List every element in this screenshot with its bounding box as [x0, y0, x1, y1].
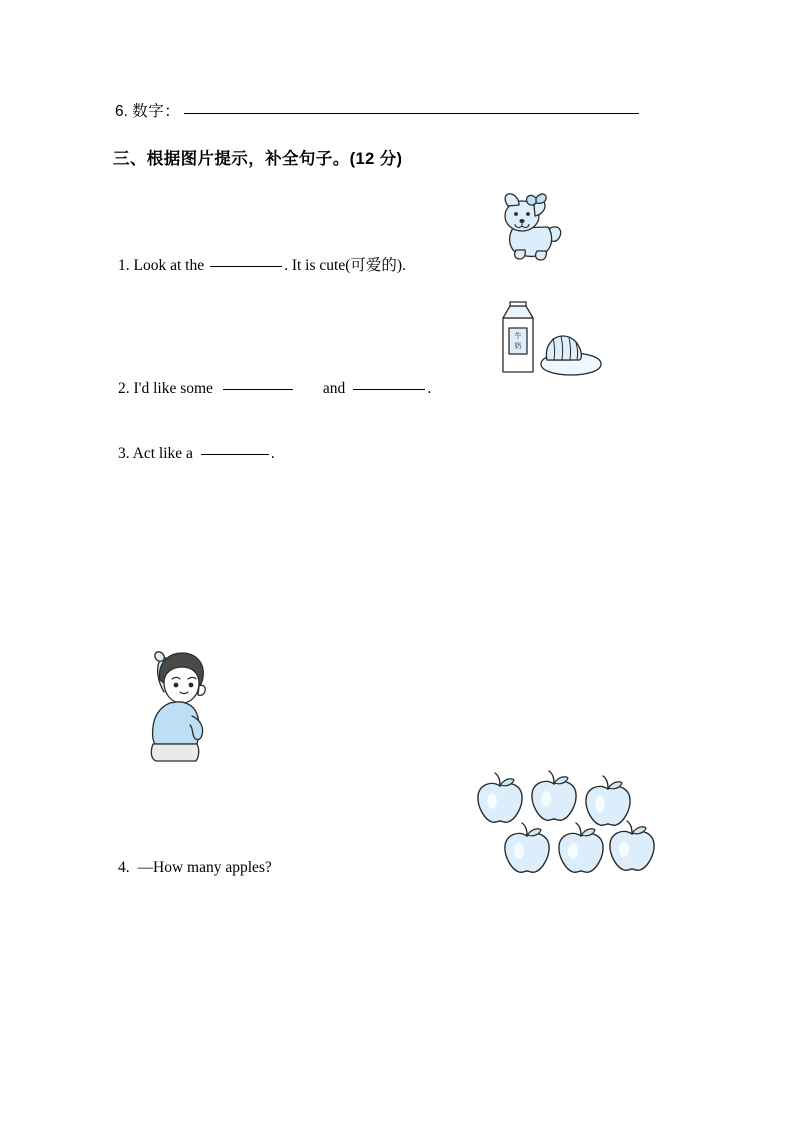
milk-and-bread-illustration	[485, 294, 620, 386]
question-1-text-before: Look at the	[133, 257, 205, 274]
question-1-text-after: . It is cute(可爱的).	[284, 257, 406, 274]
apples-illustration	[470, 768, 670, 886]
question-2-answer-blank-1[interactable]	[223, 389, 293, 390]
item-6-row	[115, 99, 675, 121]
question-4-text-before: —How many apples?	[137, 859, 272, 876]
question-3-number: 3.	[118, 445, 130, 462]
item-6-number: 6.	[115, 103, 128, 120]
svg-text:牛: 牛	[514, 332, 522, 340]
question-3-text-after: .	[270, 445, 275, 462]
question-3-text-before: Act like a	[132, 445, 193, 462]
question-2-text-middle: and	[322, 380, 346, 397]
question-2-answer-blank-2[interactable]	[353, 389, 425, 390]
question-2-number: 2.	[118, 380, 130, 397]
question-4-number: 4.	[118, 859, 130, 876]
question-3-answer-blank[interactable]	[201, 454, 269, 455]
question-1-number: 1.	[118, 257, 130, 274]
section-heading: 三、根据图片提示，补全句子。(12 分)	[113, 150, 403, 168]
question-3	[118, 445, 275, 463]
question-1-answer-blank[interactable]	[210, 266, 282, 267]
question-2-text-after: .	[427, 380, 432, 397]
boy-illustration	[120, 640, 230, 765]
question-2-text-before: I'd like some	[133, 380, 213, 397]
question-2	[118, 380, 431, 398]
item-6-answer-blank[interactable]	[184, 113, 639, 114]
item-6-label: 数字：	[132, 103, 181, 120]
svg-text:奶: 奶	[514, 342, 522, 350]
question-4	[118, 859, 272, 877]
dog-illustration	[487, 184, 569, 266]
question-1	[118, 253, 406, 275]
